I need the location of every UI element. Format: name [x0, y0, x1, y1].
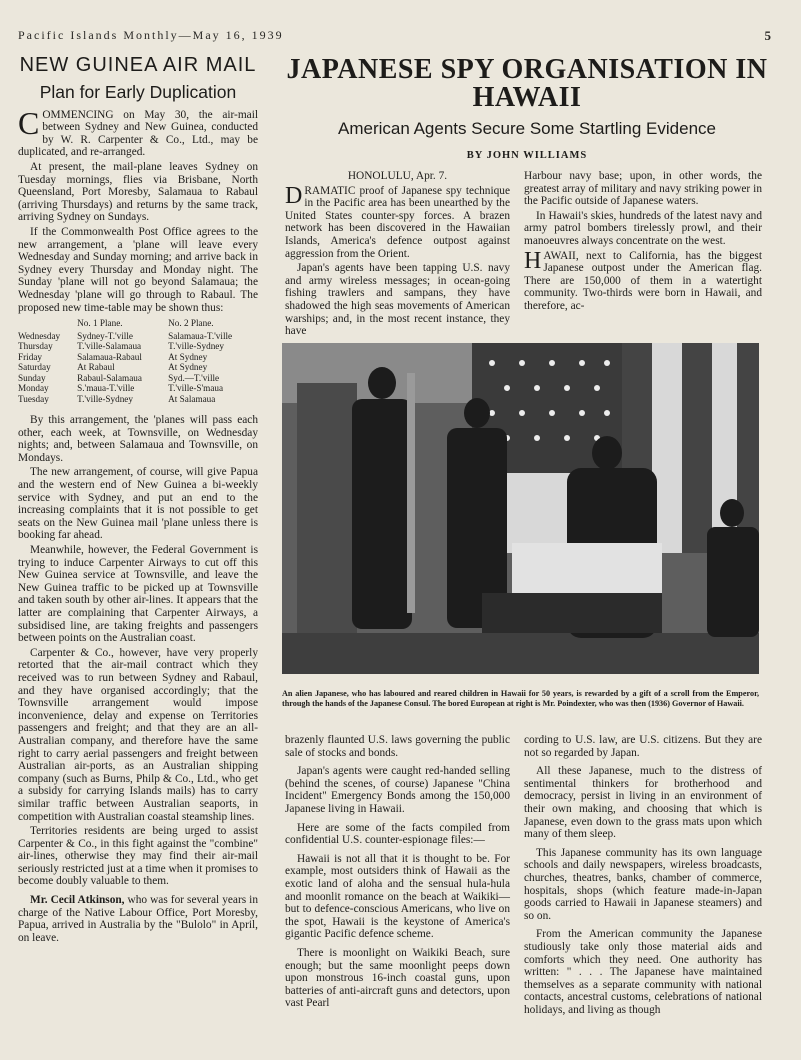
timetable-cell: Friday [18, 351, 42, 362]
page-number: 5 [764, 28, 771, 43]
timetable-cell: T.'ville-Sydney [168, 341, 224, 352]
timetable-cell: At Sydney [168, 351, 208, 362]
left-paragraph: COMMENCING on May 30, the air-mail between Sydney and New Guinea, conducted by W. R. Carpenter & Co., Ltd., may be duplicated, and re-arranged. [18, 104, 258, 159]
drop-cap: D [285, 182, 303, 209]
article-paragraph: This Japanese community has its own language schools and daily newspapers, wireless broadcasts, churches, theatres, banks, chamber of commerce, hospitals, shops (which feature made-in-Japan goods carried to Hawaii in Japanese steamers) and so on. [524, 846, 762, 922]
running-header [18, 28, 771, 43]
timetable-cell: Salamaua-T.'ville [168, 330, 233, 341]
timetable-cell: At Sydney [168, 362, 208, 373]
person-name: Mr. Cecil Atkinson, [30, 894, 125, 907]
photo-caption: An alien Japanese, who has laboured and reared children in Hawaii for 50 years, is rewarded by a gift of a scroll from the Emperor, through the hands of the Japanese Consul. The bored European at right is Mr. Poindexter, who was then (1936) Governor of Hawaii. [282, 689, 759, 708]
article-paragraph: All these Japanese, much to the distress of sentimental thinkers for brotherhood and democracy, persist in living in an environment of their own making, and choosing that which is Japanese, even down to the grass mats upon which many of them sleep. [524, 765, 762, 841]
left-subheadline: Plan for Early Duplication [39, 82, 237, 102]
timetable-row [18, 394, 258, 405]
timetable-header: No. 2 Plane. [168, 318, 214, 329]
article-column-2 [524, 170, 762, 315]
left-paragraph: The new arrangement, of course, will give Papua and the western end of New Guinea a bi-weekly service with Sydney, and put an end to the increasing complaints that it is not possible to get seats on the New Guinea mail 'plane unless there is booking far ahead. [18, 466, 258, 542]
timetable-cell: T.'ville-Salamaua [77, 341, 142, 352]
article-paragraph: cording to U.S. law, are U.S. citizens. But they are not so regarded by Japan. [524, 734, 762, 759]
article-paragraph: brazenly flaunted U.S. laws governing the public sale of stocks and bonds. [285, 734, 510, 759]
article-paragraph: DRAMATIC proof of Japanese spy technique in the Pacific area has been unearthed by the United States counter-spy forces. A brazen network has been discovered in the Hawaiian Islands, America's defence outpost against aggression from the Orient. [285, 182, 510, 260]
timetable-cell: Syd.—T.'ville [168, 372, 220, 383]
article-paragraph: There is moonlight on Waikiki Beach, sure enough; but the same moonlight peeps down upon monstrous 16-inch coastal guns, upon batteries of anti-aircraft guns and detectors, upon vast Pearl [285, 946, 510, 1010]
drop-cap: H [524, 247, 542, 274]
article-paragraph: In Hawaii's skies, hundreds of the latest navy and army patrol bombers tirelessly prowl, and their manoeuvres always concentrate on the west. [524, 209, 762, 247]
timetable-cell: T.'ville-S'maua [168, 383, 224, 394]
article-paragraph: Japan's agents have been tapping U.S. navy and army wireless messages; in ocean-going fishing trawlers and sampans, they have shadowed the high seas movements of American warships; and, in the most recent instance, they have [285, 262, 510, 338]
drop-cap: C [18, 104, 40, 141]
timetable-cell: S.'maua-T.'ville [77, 383, 135, 394]
left-headline: NEW GUINEA AIR MAIL [19, 54, 257, 76]
running-title: Pacific Islands Monthly—May 16, 1939 [18, 28, 284, 42]
byline: BY JOHN WILLIAMS [466, 150, 588, 161]
timetable-cell: Sunday [18, 372, 46, 383]
article-column-1 [285, 170, 510, 340]
left-paragraph: Territories residents are being urged to assist Carpenter & Co., in this fight against the "combine" air-lines, otherwise they may find their air-mail seriously restricted just at a time when it promises to become doubly valuable to them. [18, 825, 258, 888]
main-subheadline: American Agents Secure Some Startling Evidence [338, 119, 716, 138]
left-paragraph: If the Commonwealth Post Office agrees to the new arrangement, a 'plane will leave every Wednesday and Sunday morning; and arrive back in Sydney every Thursday and Monday night. The Sunday 'plane will not go beyond Salamaua; the Wednesday 'plane will go through to Rabaul. The proposed new time-table may be shown thus: [18, 225, 258, 314]
left-article [18, 55, 258, 946]
timetable-header: No. 1 Plane. [77, 318, 123, 329]
timetable-cell: Salamaua-Rabaul [77, 351, 142, 362]
timetable-cell: Saturday [18, 362, 51, 373]
timetable-cell: Wednesday [18, 330, 61, 341]
timetable-row [18, 331, 258, 342]
timetable-cell: Rabaul-Salamaua [77, 372, 142, 383]
timetable-row [18, 362, 258, 373]
timetable [18, 318, 258, 404]
timetable-row [18, 373, 258, 384]
news-photo [282, 343, 759, 674]
article-column-4 [524, 734, 762, 1018]
article-paragraph: From the American community the Japanese studiously take only those material aids and comforts which they need. One authority has written: " . . . The Japanese have maintained themselves as a separate community with national contacts, ancestral customs, celebrations of national holidays, and living as though [524, 928, 762, 1016]
dateline: HONOLULU, Apr. 7. [347, 170, 448, 182]
article-paragraph: Japan's agents were caught red-handed selling (behind the scenes, of course) Japanese "China Incident" Emergency Bonds among the 150,000 Japanese living in Hawaii. [285, 765, 510, 815]
left-paragraph: By this arrangement, the 'planes will pass each other, each week, at Townsville, on Wednesday nights; and, between Salamaua and Townsville, on Mondays. [18, 414, 258, 464]
timetable-cell: At Salamaua [168, 393, 216, 404]
main-headline: JAPANESE SPY ORGANISATION IN HAWAII [286, 54, 768, 113]
timetable-cell: At Rabaul [77, 362, 115, 373]
timetable-cell: T.'ville-Sydney [77, 393, 133, 404]
article-paragraph: Hawaii is not all that it is thought to be. For example, most outsiders think of Hawaii as the exotic land of aloha and the sensual hula-hula and moonlit romance on the beach at Waikiki—but to defence-conscious Americans, who live on the spot, Hawaii is the keystone of America's gigantic Pacific defence scheme. [285, 852, 510, 941]
article-paragraph: Here are some of the facts compiled from confidential U.S. counter-espionage files:— [285, 821, 510, 847]
timetable-cell: Thursday [18, 341, 53, 352]
photo-illustration [282, 343, 759, 674]
timetable-row [18, 383, 258, 394]
timetable-cell: Sydney-T.'ville [77, 330, 133, 341]
left-paragraph: Meanwhile, however, the Federal Government is trying to induce Carpenter Airways to cut off this New Guinea service at Townsville, and leave the New Guinea traffic to be picked up at Townsville and taken south by other air-lines. It appears that the latter are complaining that Carpenter Airways, a subsidised line, are taking freights and passengers between points on the Australian coast. [18, 544, 258, 645]
left-paragraph: At present, the mail-plane leaves Sydney on Tuesday mornings, flies via Brisbane, North Queensland, Port Moresby, Salamaua to Rabaul (arriving Thursdays) and returns by the same track, arriving Sydney on Sundays. [18, 160, 258, 224]
timetable-row [18, 341, 258, 352]
article-paragraph: HAWAII, next to California, has the biggest Japanese outpost under the American flag. There are 150,000 of them in a watertight community. Two-thirds were born in Hawaii, and therefore, ac- [524, 247, 762, 312]
left-paragraph: Mr. Cecil Atkinson, who was for several years in charge of the Native Labour Office, Port Moresby, Papua, arrived in Australia by the "Bulolo" in April, on leave. [18, 894, 258, 944]
timetable-row [18, 352, 258, 363]
timetable-cell: Monday [18, 383, 49, 394]
article-column-3 [285, 734, 510, 1012]
left-paragraph: Carpenter & Co., however, have very properly retorted that the air-mail contract which they received was to run between Sydney and Rabaul, and they have organised accordingly; that the Townsville arrangement would impose inconvenience, delay and expense on Territories passengers and freight; and that they are an all-Australian company, and therefore have the same right to carry aerial passengers and freight between Australian air-ports, as an Australian shipping company (such as Burns, Philp & Co., Ltd., who get a subsidy for carrying Islands mails) has to carry similar traffic between Australian seaports, in competition with Australian coastal steamship lines. [18, 646, 258, 823]
timetable-cell: Tuesday [18, 393, 49, 404]
article-paragraph: Harbour navy base; upon, in other words, the greatest array of military and navy striking power in the Pacific outside of Japanese waters. [524, 170, 762, 208]
